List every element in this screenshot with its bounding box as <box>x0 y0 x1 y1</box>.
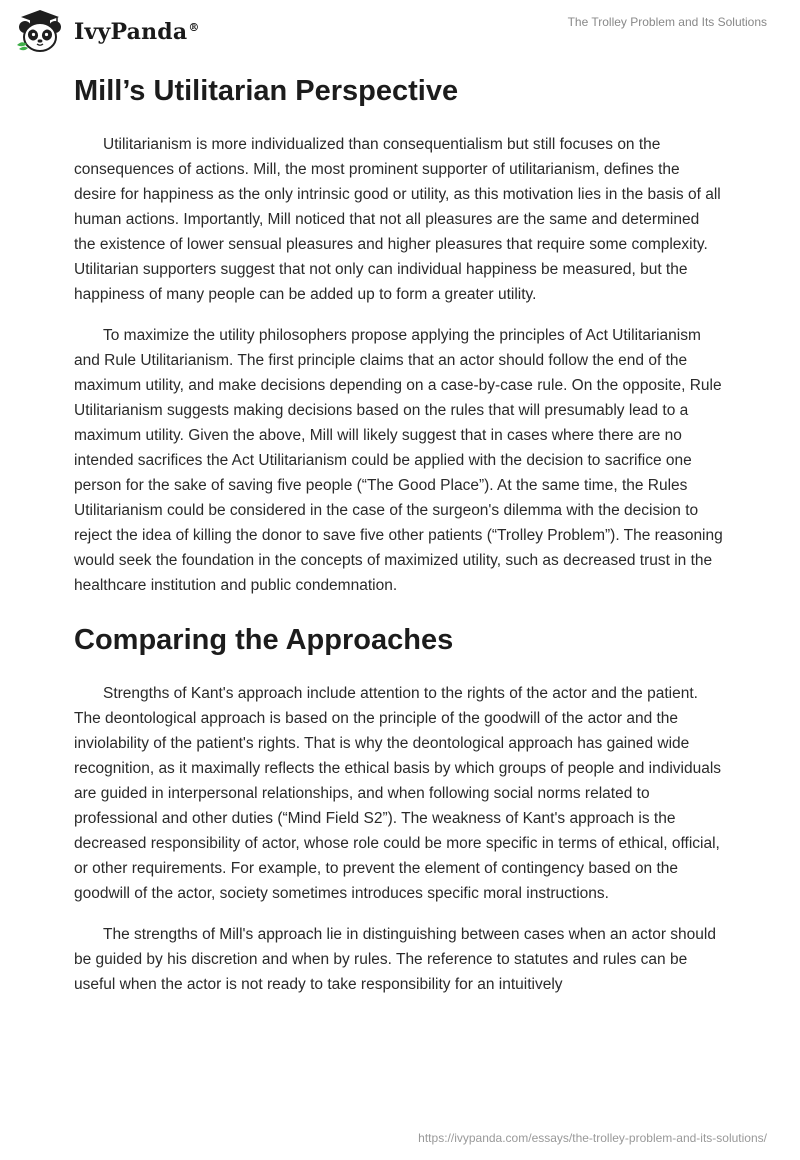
paragraph: Utilitarianism is more individualized than consequentialism but still focuses on the consequences of actions. Mill, the most prominent supporter of utilitarianism, defines the desire for happiness as the only intrinsic good or utility, as this motivation lies in the basis of all human actions. Importantly, Mill noticed that not all pleasures are the same and determined the existence of lower sensual pleasures and higher pleasures that require some complexity. Utilitarian supporters suggest that not only can individual happiness be measured, but the happiness of many people can be added up to form a greater utility. <box>74 136 721 303</box>
paragraph: To maximize the utility philosophers propose applying the principles of Act Utilitarianism and Rule Utilitarianism. The first principle claims that an actor should follow the end of the maximum utility, and make decisions depending on a case-by-case rule. On the opposite, Rule Utilitarianism suggests making decisions based on the rules that will presumably lead to a maximum utility. Given the above, Mill will likely suggest that in cases where there are no intended sacrifices the Act Utilitarianism could be applied with the decision to sacrifice one person for the sake of saving five people (“The Good Place”). At the same time, the Rules Utilitarianism could be considered in the case of the surgeon's dilemma with the decision to reject the idea of killing the donor to save five other patients (“Trolley Problem”). The reasoning would seek the foundation in the concepts of maximized utility, such as decreased trust in the healthcare institution and public condemnation. <box>74 327 723 594</box>
paragraph: Strengths of Kant's approach include attention to the rights of the actor and the patient. The deontological approach is based on the principle of the goodwill of the actor and the inviolability of the patient's rights. That is why the deontological approach has gained wide recognition, as it maximally reflects the ethical basis by which groups of people and individuals are guided in interpersonal relationships, and when following social norms related to professional and other duties (“Mind Field S2”). The weakness of Kant's approach is the decreased responsibility of actor, whose role could be more specific in terms of ethical, official, or other requirements. For example, to prevent the element of contingency based on the goodwill of the actor, society sometimes introduces specific moral instructions. <box>74 685 722 902</box>
panda-logo-icon <box>14 9 66 53</box>
paragraph: The strengths of Mill's approach lie in distinguishing between cases when an actor should be guided by his discretion and when by rules. The reference to statutes and rules can be useful when the actor is not ready to take responsibility for an intuitively <box>74 926 716 993</box>
essay-content <box>74 70 724 997</box>
document-title: The Trolley Problem and Its Solutions <box>567 15 767 29</box>
section-heading: Mill’s Utilitarian Perspective <box>74 75 459 107</box>
brand-logo[interactable] <box>14 9 200 53</box>
page-header <box>0 0 800 60</box>
brand-name: IvyPanda® <box>74 19 200 45</box>
section-heading: Comparing the Approaches <box>74 624 454 656</box>
source-url-link[interactable]: https://ivypanda.com/essays/the-trolley-problem-and-its-solutions/ <box>418 1131 767 1145</box>
